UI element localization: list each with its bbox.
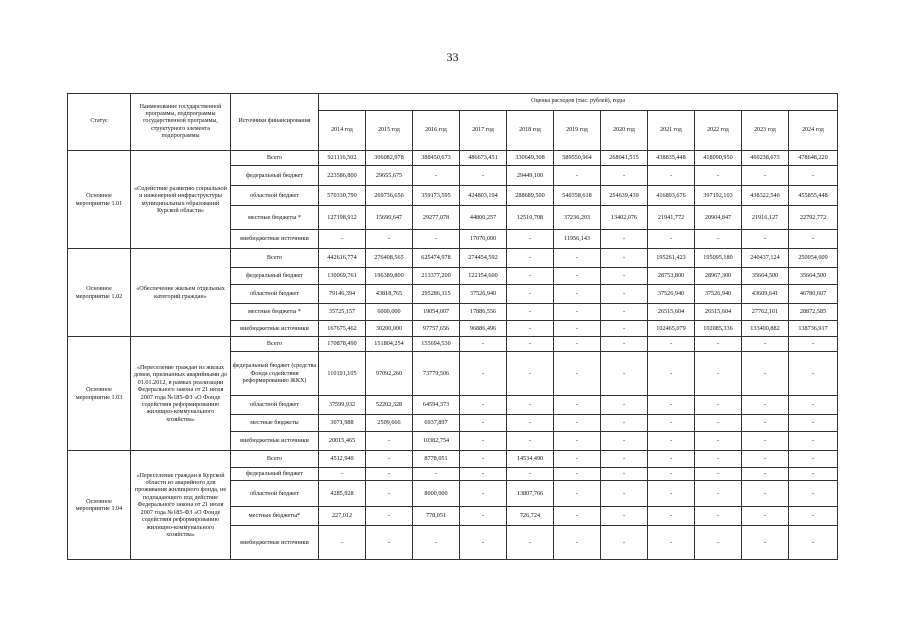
amount-cell: 269736,656	[366, 186, 413, 206]
amount-cell: -	[789, 415, 838, 432]
amount-cell: -	[554, 285, 601, 304]
funding-source: Всего	[231, 451, 319, 468]
amount-cell: -	[648, 337, 695, 352]
amount-cell: -	[366, 526, 413, 560]
amount-cell: 625474,978	[413, 249, 460, 268]
amount-cell: 274454,592	[460, 249, 507, 268]
amount-cell: -	[789, 481, 838, 507]
activity-name: «Переселение граждан из жилых домов, признанных аварийными до 01.01.2012, в рамках реализации Федерального закона от 21 июля 2007 года №185-ФЗ «О Фонде содействия реформированию жилищно-коммунального хозяйства»	[131, 337, 231, 451]
amount-cell: -	[460, 451, 507, 468]
amount-cell: -	[554, 337, 601, 352]
amount-cell: -	[366, 468, 413, 481]
amount-cell: 170878,490	[319, 337, 366, 352]
amount-cell: 26515,604	[695, 304, 742, 321]
amount-cell: 17070,000	[460, 230, 507, 249]
amount-cell: -	[648, 352, 695, 396]
funding-source: Всего	[231, 337, 319, 352]
amount-cell: 44800,257	[460, 206, 507, 230]
amount-cell: 3071,988	[319, 415, 366, 432]
amount-cell: 133400,882	[742, 321, 789, 337]
amount-cell: -	[742, 352, 789, 396]
amount-cell: 97757,656	[413, 321, 460, 337]
amount-cell: -	[648, 507, 695, 526]
funding-source: областной бюджет	[231, 481, 319, 507]
amount-cell: 43818,765	[366, 285, 413, 304]
amount-cell: 27762,101	[742, 304, 789, 321]
amount-cell: 102085,336	[695, 321, 742, 337]
amount-cell: 14534,490	[507, 451, 554, 468]
amount-cell: 10382,754	[413, 432, 460, 451]
amount-cell: -	[319, 230, 366, 249]
amount-cell: 167675,462	[319, 321, 366, 337]
amount-cell: -	[648, 396, 695, 415]
amount-cell: -	[413, 468, 460, 481]
amount-cell: -	[460, 507, 507, 526]
amount-cell: 21941,772	[648, 206, 695, 230]
amount-cell: -	[554, 268, 601, 285]
amount-cell: 227,012	[319, 507, 366, 526]
amount-cell: -	[742, 337, 789, 352]
amount-cell: -	[554, 415, 601, 432]
amount-cell: -	[789, 396, 838, 415]
amount-cell: 29655,675	[366, 166, 413, 186]
amount-cell: -	[507, 415, 554, 432]
amount-cell: -	[601, 304, 648, 321]
amount-cell: 20015,465	[319, 432, 366, 451]
amount-cell: 359173,595	[413, 186, 460, 206]
amount-cell: 122154,600	[460, 268, 507, 285]
funding-source: местные бюджеты *	[231, 206, 319, 230]
amount-cell: 138736,917	[789, 321, 838, 337]
amount-cell: -	[742, 451, 789, 468]
amount-cell: -	[789, 432, 838, 451]
amount-cell: -	[789, 526, 838, 560]
amount-cell: 196389,800	[366, 268, 413, 285]
amount-cell: 268041,515	[601, 151, 648, 166]
amount-cell: 29277,078	[413, 206, 460, 230]
amount-cell: 127198,912	[319, 206, 366, 230]
amount-cell: 130069,761	[319, 268, 366, 285]
funding-source: федеральный бюджет (средства Фонда содействия реформированию ЖКХ)	[231, 352, 319, 396]
amount-cell: -	[789, 352, 838, 396]
amount-cell: -	[413, 230, 460, 249]
amount-cell: 13807,766	[507, 481, 554, 507]
amount-cell: -	[507, 396, 554, 415]
header-year: 2023 год	[742, 111, 789, 151]
amount-cell: -	[789, 337, 838, 352]
page-number: 33	[446, 50, 459, 64]
amount-cell: -	[460, 352, 507, 396]
amount-cell: 37526,940	[648, 285, 695, 304]
amount-cell: -	[507, 468, 554, 481]
amount-cell: -	[742, 481, 789, 507]
amount-cell: 73779,506	[413, 352, 460, 396]
amount-cell: 726,724	[507, 507, 554, 526]
amount-cell: -	[742, 415, 789, 432]
header-year: 2020 год	[601, 111, 648, 151]
amount-cell: 46780,607	[789, 285, 838, 304]
table-row	[68, 249, 838, 268]
amount-cell: 250054,609	[789, 249, 838, 268]
amount-cell: -	[648, 415, 695, 432]
amount-cell: -	[742, 507, 789, 526]
amount-cell: -	[601, 451, 648, 468]
activity-status: Основное мероприятие 1.03	[68, 337, 131, 451]
amount-cell: 570330,790	[319, 186, 366, 206]
amount-cell: 4512,940	[319, 451, 366, 468]
amount-cell: 589550,964	[554, 151, 601, 166]
amount-cell: -	[789, 507, 838, 526]
amount-cell: -	[601, 249, 648, 268]
amount-cell: -	[601, 396, 648, 415]
funding-source: внебюджетные источники	[231, 321, 319, 337]
budget-table	[67, 93, 838, 560]
amount-cell: -	[554, 166, 601, 186]
activity-status: Основное мероприятие 1.02	[68, 249, 131, 337]
amount-cell: -	[460, 526, 507, 560]
amount-cell: -	[695, 352, 742, 396]
funding-source: областной бюджет	[231, 396, 319, 415]
amount-cell: -	[319, 468, 366, 481]
header-estimate: Оценка расходов (тыс. рублей), годы	[319, 94, 838, 111]
amount-cell: 35664,500	[789, 268, 838, 285]
amount-cell: 37236,203	[554, 206, 601, 230]
amount-cell: -	[742, 230, 789, 249]
amount-cell: -	[648, 230, 695, 249]
amount-cell: 438835,448	[648, 151, 695, 166]
amount-cell: -	[507, 304, 554, 321]
amount-cell: 254639,439	[601, 186, 648, 206]
amount-cell: 20904,847	[695, 206, 742, 230]
amount-cell: -	[460, 166, 507, 186]
activity-name: «Переселение граждан в Курской области из аварийного для проживания жилищного фонда, не подпадающего под действие Федерального закона от 21 июля 2007 года №185-ФЗ «О Фонде содействия реформированию жилищно-коммунального хозяйства»	[131, 451, 231, 560]
amount-cell: -	[601, 507, 648, 526]
amount-cell: -	[507, 268, 554, 285]
amount-cell: -	[554, 507, 601, 526]
amount-cell: 37526,940	[460, 285, 507, 304]
amount-cell: -	[742, 432, 789, 451]
amount-cell: -	[695, 337, 742, 352]
funding-source: Всего	[231, 249, 319, 268]
amount-cell: -	[601, 481, 648, 507]
amount-cell: 388450,673	[413, 151, 460, 166]
table-row	[68, 151, 838, 166]
amount-cell: 28753,800	[648, 268, 695, 285]
amount-cell: -	[601, 285, 648, 304]
amount-cell: -	[695, 526, 742, 560]
amount-cell: 17886,556	[460, 304, 507, 321]
amount-cell: 276408,565	[366, 249, 413, 268]
amount-cell: 110191,105	[319, 352, 366, 396]
header-year: 2018 год	[507, 111, 554, 151]
header-year: 2015 год	[366, 111, 413, 151]
header-year: 2017 год	[460, 111, 507, 151]
amount-cell: 15690,647	[366, 206, 413, 230]
amount-cell: 64594,373	[413, 396, 460, 415]
header-year: 2019 год	[554, 111, 601, 151]
amount-cell: -	[601, 166, 648, 186]
amount-cell: 52202,328	[366, 396, 413, 415]
amount-cell: 26515,604	[648, 304, 695, 321]
amount-cell: -	[742, 468, 789, 481]
amount-cell: 35725,157	[319, 304, 366, 321]
amount-cell: -	[601, 468, 648, 481]
amount-cell: -	[460, 396, 507, 415]
amount-cell: -	[601, 337, 648, 352]
funding-source: Всего	[231, 151, 319, 166]
amount-cell: -	[554, 481, 601, 507]
amount-cell: 8000,000	[413, 481, 460, 507]
funding-source: областной бюджет	[231, 186, 319, 206]
amount-cell: -	[460, 337, 507, 352]
amount-cell: -	[554, 304, 601, 321]
amount-cell: -	[742, 166, 789, 186]
amount-cell: -	[413, 526, 460, 560]
amount-cell: 79146,394	[319, 285, 366, 304]
amount-cell: 478648,220	[789, 151, 838, 166]
amount-cell: -	[648, 451, 695, 468]
amount-cell: 28967,300	[695, 268, 742, 285]
funding-source: внебюджетные источники	[231, 230, 319, 249]
header-year: 2016 год	[413, 111, 460, 151]
header-status: Статус	[68, 94, 131, 151]
funding-source: местные бюджеты*	[231, 507, 319, 526]
amount-cell: -	[742, 396, 789, 415]
amount-cell: -	[460, 415, 507, 432]
amount-cell: 155694,530	[413, 337, 460, 352]
amount-cell: 460238,673	[742, 151, 789, 166]
amount-cell: 921116,502	[319, 151, 366, 166]
amount-cell: -	[507, 249, 554, 268]
amount-cell: 30200,000	[366, 321, 413, 337]
amount-cell: -	[554, 451, 601, 468]
activity-status: Основное мероприятие 1.01	[68, 151, 131, 249]
activity-name: «Обеспечение жильем отдельных категорий граждан»	[131, 249, 231, 337]
amount-cell: 195261,423	[648, 249, 695, 268]
amount-cell: -	[554, 526, 601, 560]
amount-cell: 213377,200	[413, 268, 460, 285]
amount-cell: -	[319, 526, 366, 560]
amount-cell: -	[789, 451, 838, 468]
amount-cell: -	[554, 396, 601, 415]
amount-cell: -	[601, 268, 648, 285]
amount-cell: 12510,708	[507, 206, 554, 230]
funding-source: областной бюджет	[231, 285, 319, 304]
amount-cell: -	[695, 507, 742, 526]
amount-cell: -	[648, 432, 695, 451]
amount-cell: -	[554, 352, 601, 396]
table-row	[68, 337, 838, 352]
amount-cell: 102465,079	[648, 321, 695, 337]
amount-cell: -	[554, 468, 601, 481]
amount-cell: -	[695, 432, 742, 451]
amount-cell: 540358,618	[554, 186, 601, 206]
amount-cell: 4285,928	[319, 481, 366, 507]
amount-cell: 96886,496	[460, 321, 507, 337]
funding-source: федеральный бюджет	[231, 468, 319, 481]
amount-cell: -	[413, 166, 460, 186]
amount-cell: -	[648, 526, 695, 560]
amount-cell: 223586,800	[319, 166, 366, 186]
amount-cell: 778,051	[413, 507, 460, 526]
amount-cell: 37599,932	[319, 396, 366, 415]
amount-cell: -	[789, 468, 838, 481]
amount-cell: -	[695, 468, 742, 481]
amount-cell: 11956,143	[554, 230, 601, 249]
header-name: Наименование государственной программы, подпрограммы государственной программы, структурного элемента подпрограммы	[131, 94, 231, 151]
amount-cell: 29449,100	[507, 166, 554, 186]
amount-cell: -	[366, 230, 413, 249]
amount-cell: 424803,194	[460, 186, 507, 206]
amount-cell: 306082,978	[366, 151, 413, 166]
amount-cell: -	[366, 451, 413, 468]
amount-cell: 455855,448	[789, 186, 838, 206]
amount-cell: 37526,940	[695, 285, 742, 304]
amount-cell: -	[695, 166, 742, 186]
amount-cell: -	[507, 285, 554, 304]
amount-cell: -	[507, 352, 554, 396]
amount-cell: 13402,076	[601, 206, 648, 230]
header-year: 2014 год	[319, 111, 366, 151]
amount-cell: 21916,127	[742, 206, 789, 230]
amount-cell: 2509,666	[366, 415, 413, 432]
amount-cell: -	[554, 321, 601, 337]
amount-cell: 19054,007	[413, 304, 460, 321]
header-year: 2022 год	[695, 111, 742, 151]
amount-cell: -	[507, 321, 554, 337]
amount-cell: -	[601, 321, 648, 337]
amount-cell: 6000,000	[366, 304, 413, 321]
amount-cell: -	[601, 352, 648, 396]
amount-cell: -	[789, 230, 838, 249]
amount-cell: -	[507, 432, 554, 451]
amount-cell: -	[601, 526, 648, 560]
amount-cell: -	[366, 432, 413, 451]
funding-source: внебюджетные источники	[231, 432, 319, 451]
funding-source: внебюджетные источники	[231, 526, 319, 560]
funding-source: федеральный бюджет	[231, 166, 319, 186]
amount-cell: 195095,180	[695, 249, 742, 268]
amount-cell: -	[554, 432, 601, 451]
amount-cell: -	[507, 526, 554, 560]
amount-cell: 28872,585	[789, 304, 838, 321]
amount-cell: 6937,897	[413, 415, 460, 432]
funding-source: местные бюджеты *	[231, 304, 319, 321]
amount-cell: -	[742, 526, 789, 560]
amount-cell: 397192,103	[695, 186, 742, 206]
header-year: 2021 год	[648, 111, 695, 151]
amount-cell: -	[507, 337, 554, 352]
amount-cell: 8778,051	[413, 451, 460, 468]
amount-cell: 43609,641	[742, 285, 789, 304]
amount-cell: -	[601, 230, 648, 249]
header-sources: Источники финансирования	[231, 94, 319, 151]
amount-cell: 330649,308	[507, 151, 554, 166]
amount-cell: 97092,260	[366, 352, 413, 396]
amount-cell: -	[366, 481, 413, 507]
activity-name: «Содействие развитию социальной и инженерной инфраструктуры муниципальных образований Курской области»	[131, 151, 231, 249]
amount-cell: 35664,500	[742, 268, 789, 285]
amount-cell: -	[695, 396, 742, 415]
amount-cell: 418090,950	[695, 151, 742, 166]
amount-cell: 288689,500	[507, 186, 554, 206]
amount-cell: -	[460, 481, 507, 507]
amount-cell: -	[695, 451, 742, 468]
amount-cell: -	[601, 432, 648, 451]
funding-source: местные бюджеты	[231, 415, 319, 432]
amount-cell: 295286,115	[413, 285, 460, 304]
amount-cell: -	[460, 468, 507, 481]
amount-cell: -	[507, 230, 554, 249]
amount-cell: -	[695, 415, 742, 432]
amount-cell: 22792,772	[789, 206, 838, 230]
header-year: 2024 год	[789, 111, 838, 151]
amount-cell: 151804,254	[366, 337, 413, 352]
amount-cell: -	[648, 468, 695, 481]
amount-cell: 416893,676	[648, 186, 695, 206]
activity-status: Основное мероприятие 1.04	[68, 451, 131, 560]
amount-cell: -	[695, 481, 742, 507]
amount-cell: -	[601, 415, 648, 432]
amount-cell: -	[648, 166, 695, 186]
amount-cell: 240437,124	[742, 249, 789, 268]
amount-cell: 438322,546	[742, 186, 789, 206]
amount-cell: -	[648, 481, 695, 507]
amount-cell: 486673,451	[460, 151, 507, 166]
amount-cell: -	[789, 166, 838, 186]
funding-source: федеральный бюджет	[231, 268, 319, 285]
amount-cell: 442616,774	[319, 249, 366, 268]
amount-cell: -	[695, 230, 742, 249]
amount-cell: -	[366, 507, 413, 526]
amount-cell: -	[460, 432, 507, 451]
amount-cell: -	[554, 249, 601, 268]
table-row	[68, 451, 838, 468]
